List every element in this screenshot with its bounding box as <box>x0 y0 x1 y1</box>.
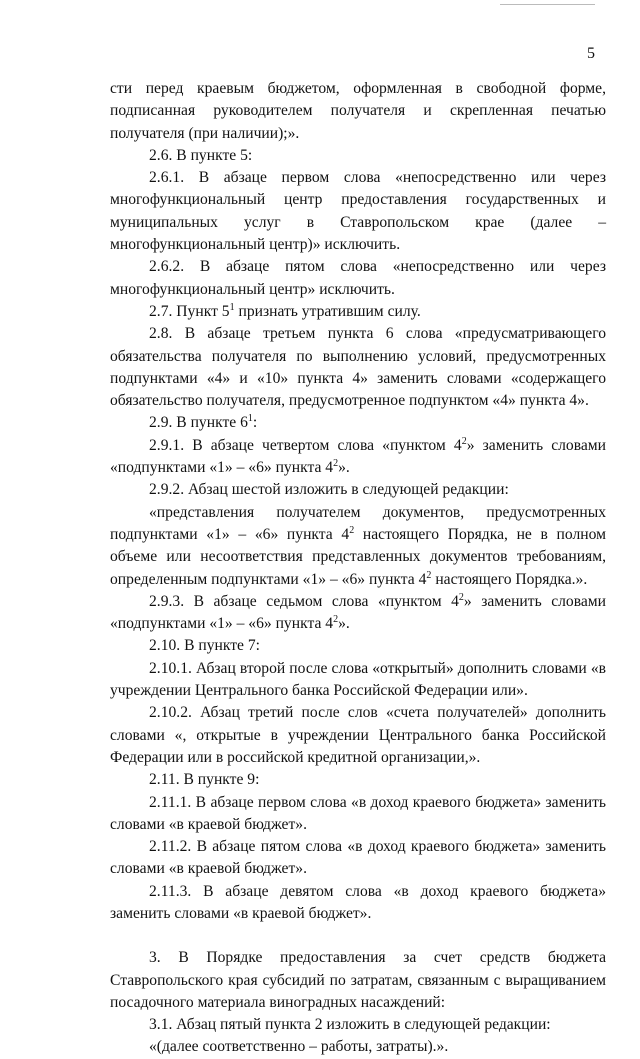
paragraph: 2.11.1. В абзаце первом слова «в доход краевого бюджета» заменить словами «в краевой бюджет». <box>110 793 606 833</box>
paragraph: 2.10.2. Абзац третий после слов «счета получателей» дополнить словами «, открытые в учреждении Центрального банка Российской Федерации или в российской кредитной организации,». <box>110 704 606 766</box>
paragraph: 2.11. В пункте 9: <box>149 771 260 789</box>
paragraph: 2.9.3. В абзаце седьмом слова «пунктом $4^2$» заменить словами «подпунктами «1» – «6» пункта $4^2$». <box>110 591 606 633</box>
paragraph: сти перед краевым бюджетом, оформленная в свободной форме, подписанная руководителем получателя и скрепленная печатью получателя (при наличии);». <box>110 80 606 142</box>
paragraph: 2.9. В пункте $6^1$: <box>149 413 258 432</box>
paragraph: 2.10. В пункте 7: <box>149 637 261 655</box>
paragraph: 2.11.3. В абзаце девятом слова «в доход краевого бюджета» заменить словами «в краевой бюджет». <box>110 882 606 922</box>
paragraph: 3.1. Абзац пятый пункта 2 изложить в следующей редакции: <box>149 1016 551 1034</box>
paragraph: 2.8. В абзаце третьем пункта 6 слова «предусматривающего обязательства получателя по выполнению условий, предусмотренных подпунктами «4» и «10» пункта 4» заменить словами «содержащего обязательство получателя, предусмотренное подпунктом «4» пункта 4». <box>110 325 606 410</box>
top-rule <box>500 4 595 5</box>
paragraph: 2.6.1. В абзаце первом слова «непосредственно или через многофункциональный центр предоставления государственных и муниципальных услуг в Ставропольском крае (далее – многофункциональный центр)» исключить. <box>110 169 606 254</box>
paragraph: 2.9.1. В абзаце четвертом слова «пунктом $4^2$» заменить словами «подпунктами «1» – «6» пункта $4^2$». <box>110 435 606 477</box>
paragraph: 2.10.1. Абзац второй после слова «открытый» дополнить словами «в учреждении Центрального банка Российской Федерации или». <box>110 659 606 700</box>
paragraph: «представления получателем документов, предусмотренных подпунктами «1» – «6» пункта $4^2$ настоящего Порядка, не в полном объеме или несоответствия представленных документов требованиям, определенным подпунктами «1» – «6» пункта $4^2$ настоящего Порядка.». <box>110 503 606 588</box>
paragraph: 2.6.2. В абзаце пятом слова «непосредственно или через многофункциональный центр» исключить. <box>110 258 606 298</box>
paragraph-spacer <box>110 925 606 947</box>
paragraph: 2.6. В пункте 5: <box>149 146 253 164</box>
paragraph: 3. В Порядке предоставления за счет средств бюджета Ставропольского края субсидий по затратам, связанным с выращиванием посадочного материала виноградных насаждений: <box>110 949 606 1011</box>
paragraph: 2.7. Пункт $5^1$ признать утратившим силу. <box>149 301 421 320</box>
paragraph: «(далее соответственно – работы, затраты).». <box>149 1038 449 1056</box>
document-body <box>110 78 606 1059</box>
paragraph: 2.11.2. В абзаце пятом слова «в доход краевого бюджета» заменить словами «в краевой бюджет». <box>110 838 606 878</box>
page-number: 5 <box>587 45 595 62</box>
paragraph: 2.9.2. Абзац шестой изложить в следующей редакции: <box>149 481 509 499</box>
